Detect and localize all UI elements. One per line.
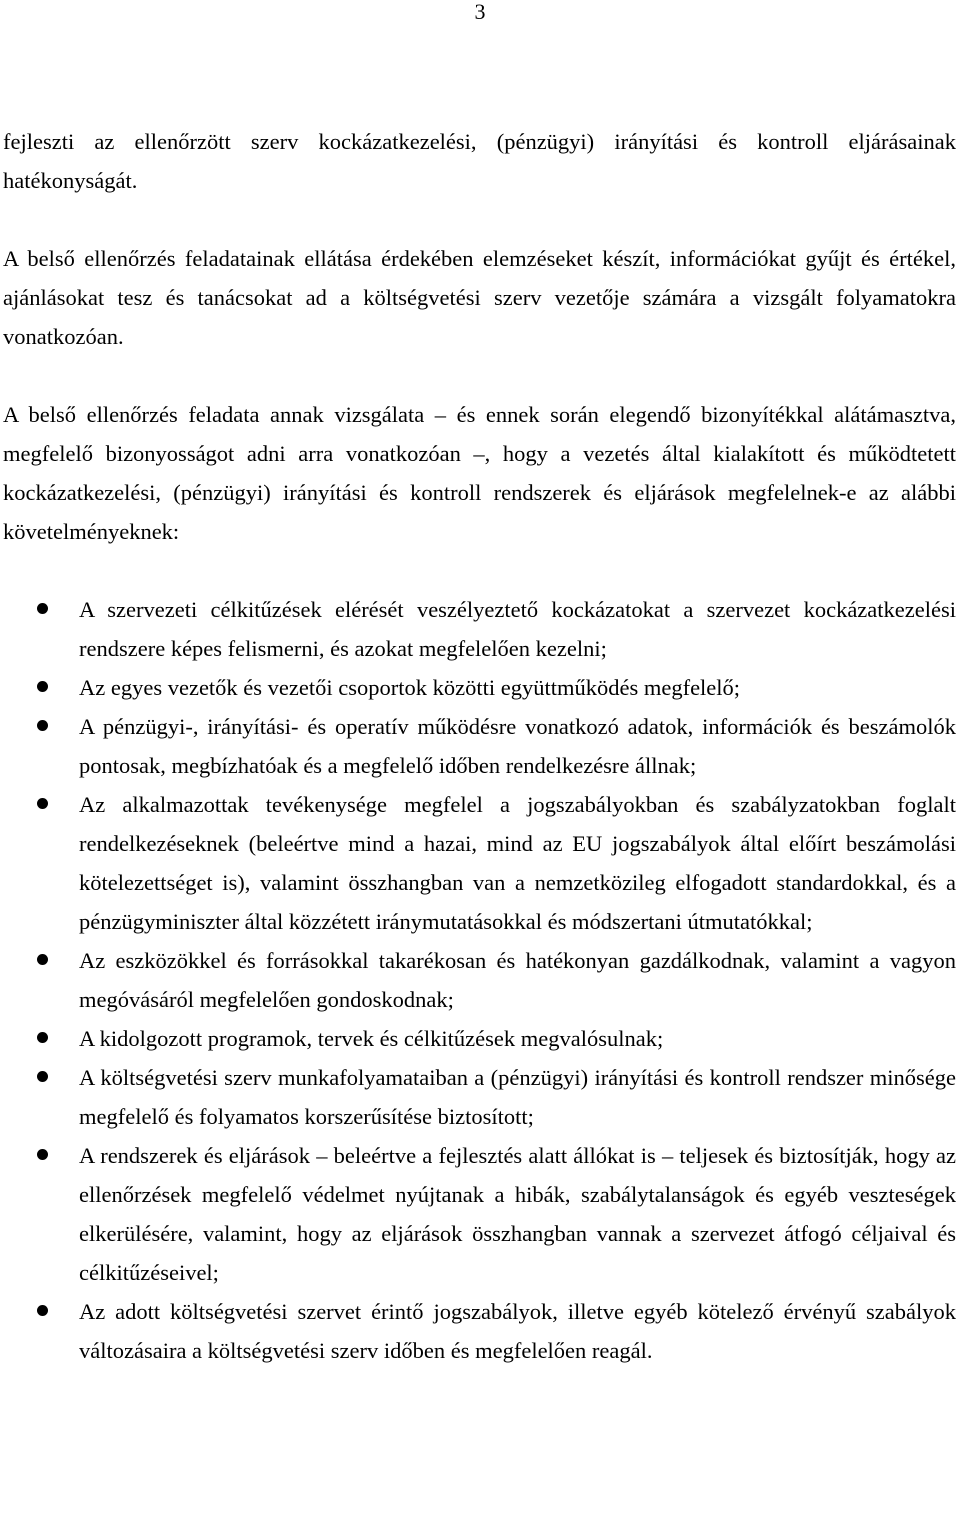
list-item-text: A szervezeti célkitűzések elérését veszélyeztető kockázatokat a szervezet kockázatkezelési rendszere képes felismerni, és azokat megfelelően kezelni;: [79, 597, 956, 661]
list-item-text: Az egyes vezetők és vezetői csoportok közötti együttműködés megfelelő;: [79, 675, 741, 700]
list-item-text: A költségvetési szerv munkafolyamataiban a (pénzügyi) irányítási és kontroll rendszer minősége megfelelő és folyamatos korszerűsítése biztosított;: [79, 1065, 956, 1129]
bullet-icon: [37, 720, 48, 731]
list-item: [3, 707, 956, 785]
bullet-icon: [37, 1305, 48, 1316]
list-item: [3, 668, 956, 707]
requirements-list: [3, 590, 956, 1370]
paragraph-internal-audit-purpose: A belső ellenőrzés feladata annak vizsgálata – és ennek során elegendő bizonyítékkal alátámasztva, megfelelő bizonyosságot adni arra vonatkozóan –, hogy a vezetés által kialakított és működtetett kockázatkezelési, (pénzügyi) irányítási és kontroll rendszerek és eljárások megfelelnek-e az alábbi követelményeknek:: [3, 402, 956, 544]
list-item: [3, 785, 956, 941]
list-item: [3, 1292, 956, 1370]
list-item-text: Az eszközökkel és forrásokkal takarékosan és hatékonyan gazdálkodnak, valamint a vagyon megóvásáról megfelelően gondoskodnak;: [79, 948, 956, 1012]
list-item-text: A kidolgozott programok, tervek és célkitűzések megvalósulnak;: [79, 1026, 664, 1051]
list-item: [3, 1019, 956, 1058]
paragraph-intro-continuation: fejleszti az ellenőrzött szerv kockázatkezelési, (pénzügyi) irányítási és kontroll eljárásainak hatékonyságát.: [3, 129, 956, 193]
page-number: 3: [474, 0, 486, 24]
bullet-icon: [37, 1032, 48, 1043]
bullet-icon: [37, 603, 48, 614]
bullet-icon: [37, 954, 48, 965]
list-item: [3, 941, 956, 1019]
list-item: [3, 1058, 956, 1136]
list-item-text: Az adott költségvetési szervet érintő jogszabályok, illetve egyéb kötelező érvényű szabályok változásaira a költségvetési szerv időben és megfelelően reagál.: [79, 1299, 956, 1363]
bullet-icon: [37, 1071, 48, 1082]
list-item: [3, 1136, 956, 1292]
list-item-text: A pénzügyi-, irányítási- és operatív működésre vonatkozó adatok, információk és beszámolók pontosak, megbízhatóak és a megfelelő időben rendelkezésre állnak;: [79, 714, 956, 778]
bullet-icon: [37, 681, 48, 692]
document-body: [3, 122, 956, 1370]
bullet-icon: [37, 1149, 48, 1160]
bullet-icon: [37, 798, 48, 809]
list-item-text: Az alkalmazottak tevékenysége megfelel a jogszabályokban és szabályzatokban foglalt rendelkezéseknek (beleértve mind a hazai, mind az EU jogszabályok által előírt beszámolási kötelezettséget is), valamint összhangban van a nemzetközileg elfogadott standardokkal, és a pénzügyminiszter által közzétett iránymutatásokkal és módszertani útmutatókkal;: [79, 792, 956, 934]
paragraph-internal-audit-tasks: A belső ellenőrzés feladatainak ellátása érdekében elemzéseket készít, információkat gyűjt és értékel, ajánlásokat tesz és tanácsokat ad a költségvetési szerv vezetője számára a vizsgált folyamatokra vonatkozóan.: [3, 246, 956, 349]
list-item-text: A rendszerek és eljárások – beleértve a fejlesztés alatt állókat is – teljesek és biztosítják, hogy az ellenőrzések megfelelő védelmet nyújtanak a hibák, szabálytalanságok és egyéb veszteségek elkerülésére, valamint, hogy az eljárások összhangban vannak a szervezet átfogó céljaival és célkitűzéseivel;: [79, 1143, 956, 1285]
list-item: [3, 590, 956, 668]
